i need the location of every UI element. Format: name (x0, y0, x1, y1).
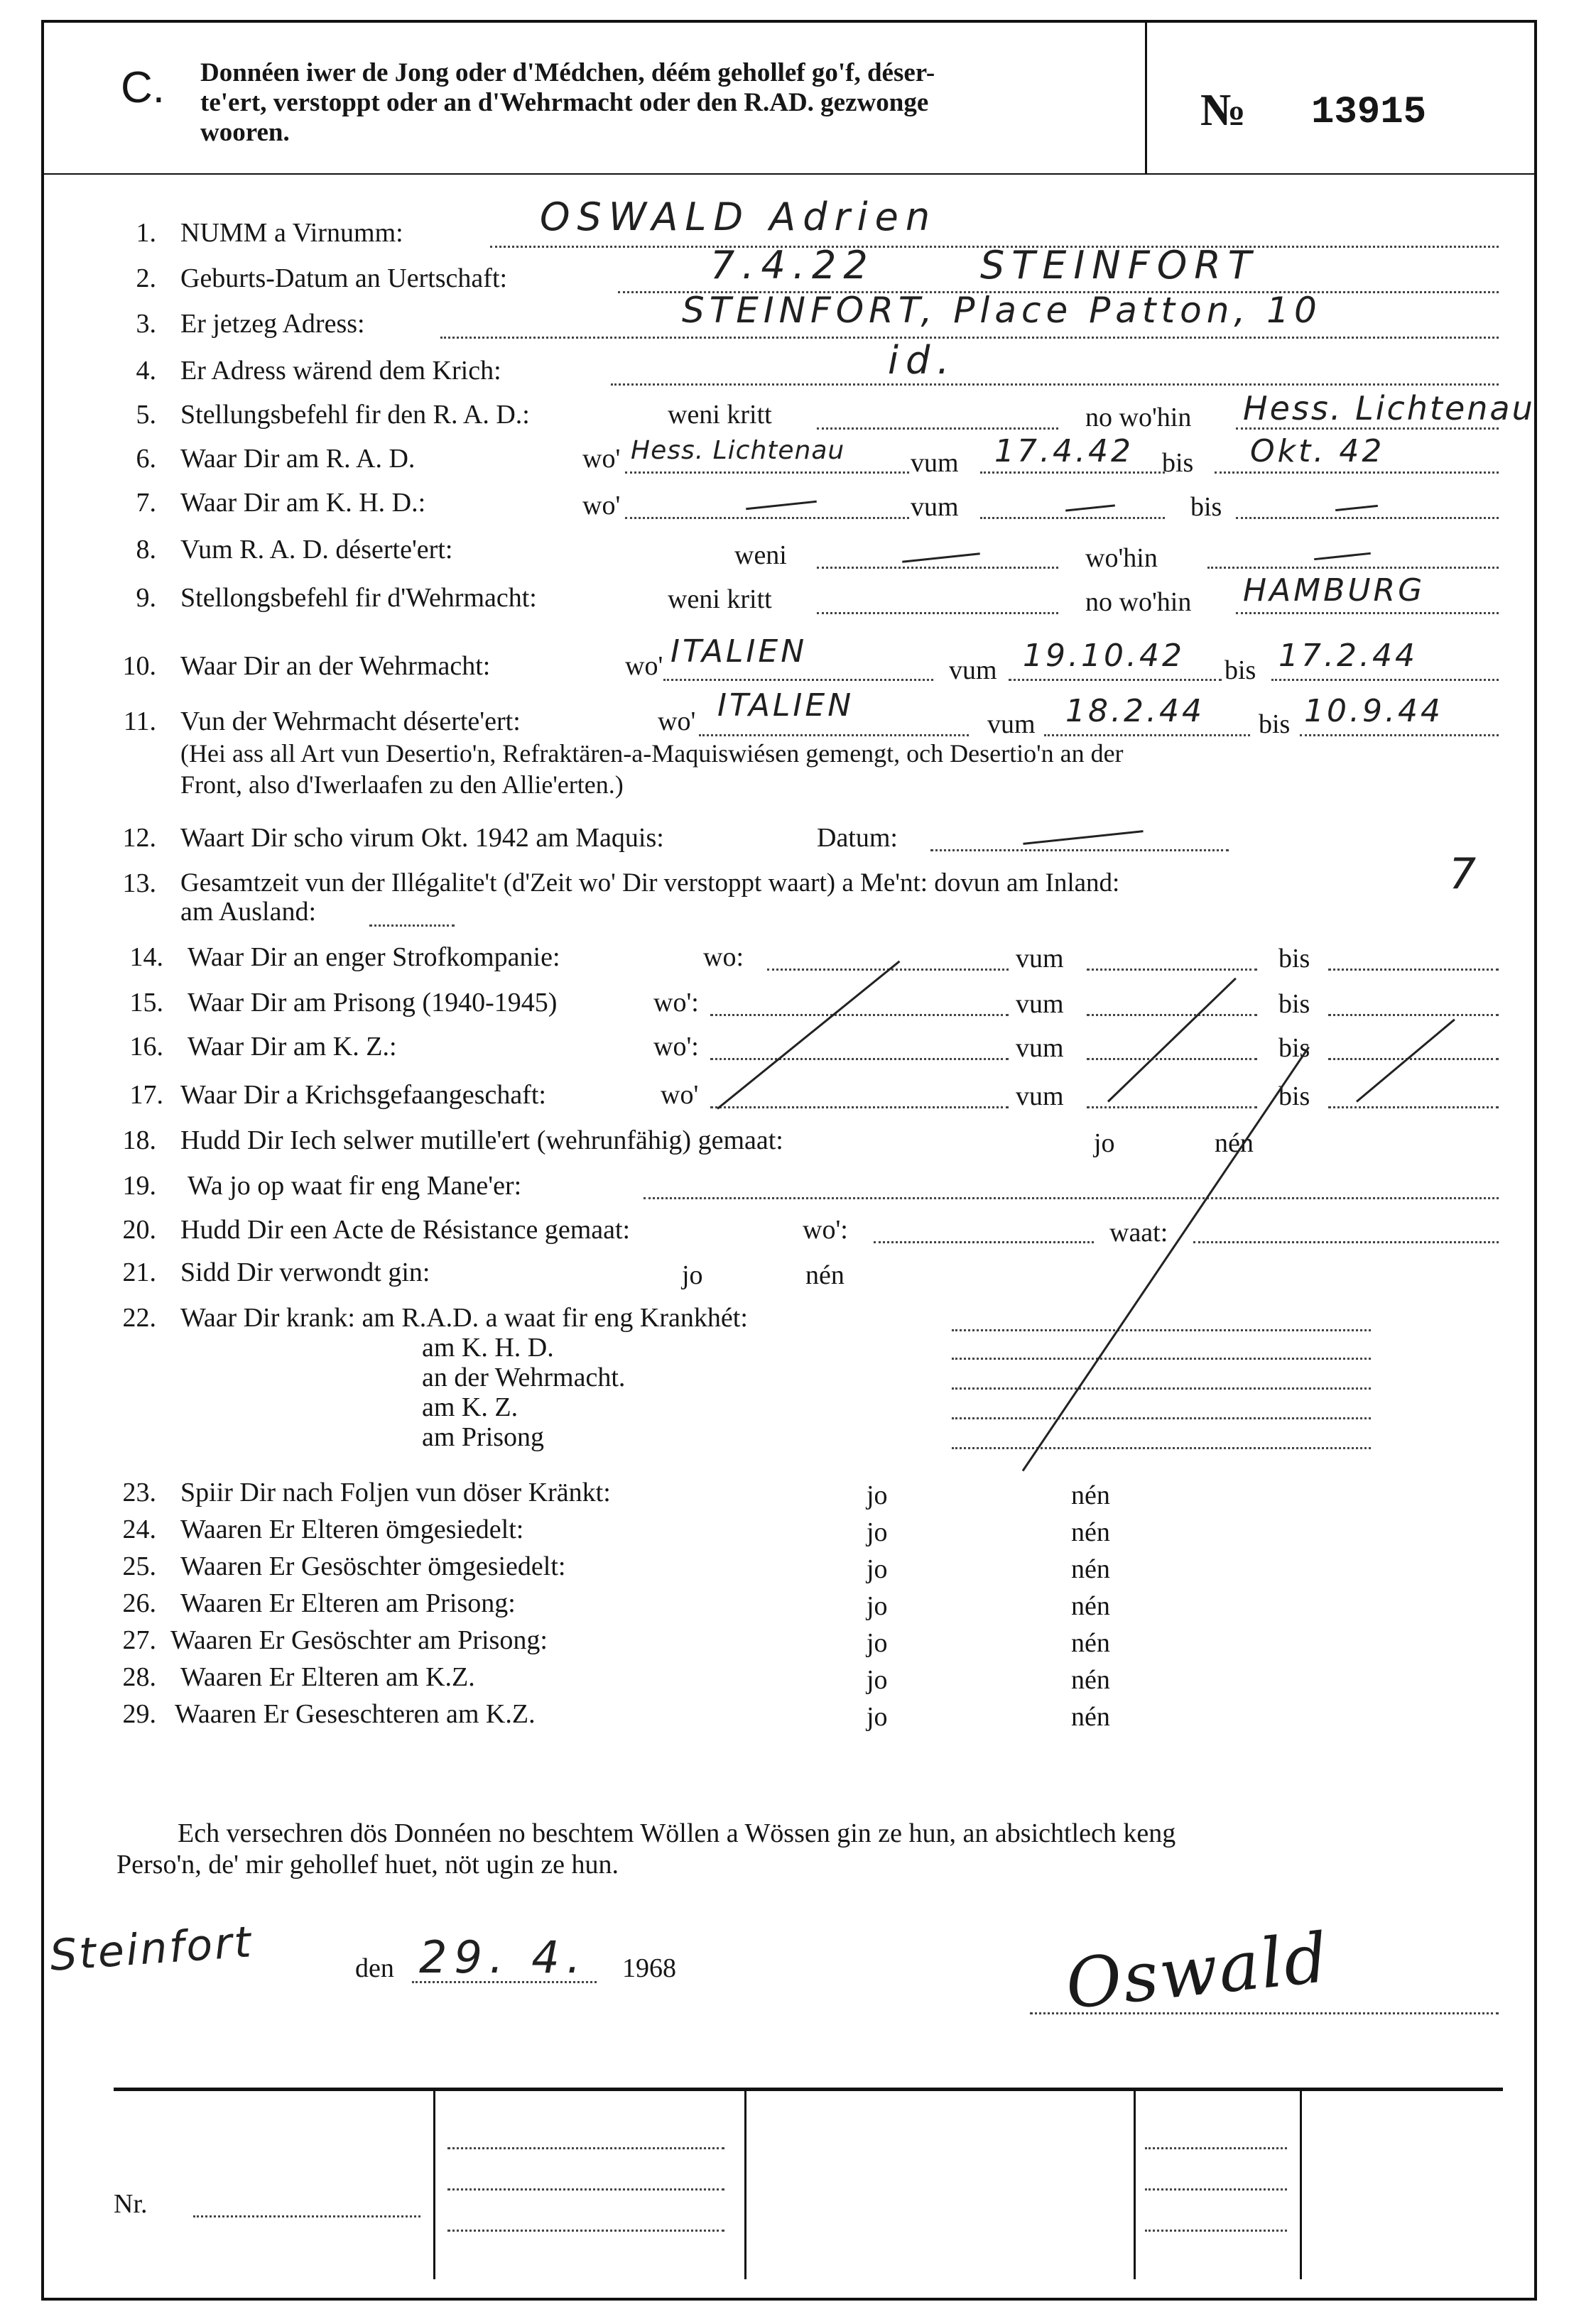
bis-label: bis (1278, 989, 1310, 1019)
row-label: Vum R. A. D. déserte'ert: (180, 535, 453, 564)
row-label: Waar Dir an enger Strofkompanie: (188, 942, 560, 972)
answer-line (699, 734, 969, 736)
handwritten-birth-place: STEINFORT (980, 243, 1259, 288)
signature: Oswald (1062, 1917, 1333, 2025)
vum-label: vum (1016, 1033, 1064, 1063)
footer-line (447, 2230, 724, 2232)
weni-label: weni (734, 540, 787, 570)
answer-line (952, 1447, 1371, 1449)
wo-label: wo': (803, 1215, 848, 1245)
row-number: 3. (136, 309, 156, 339)
row-label: Waar Dir a Krichsgefaangeschaft: (180, 1080, 546, 1110)
row-number: 9. (136, 583, 156, 613)
answer-line (369, 924, 455, 927)
handwritten-wehrmacht-place: ITALIEN (670, 633, 808, 670)
row-number: 2. (136, 263, 156, 293)
bis-label: bis (1190, 492, 1222, 522)
footer-line (447, 2147, 724, 2149)
row-label: Waaren Er Geseschteren am K.Z. (175, 1699, 536, 1729)
jo-option: jo (867, 1480, 888, 1510)
row-label: Spiir Dir nach Foljen vun döser Kränkt: (180, 1478, 611, 1507)
row-number: 25. (122, 1551, 156, 1581)
row-label: Vun der Wehrmacht déserte'ert: (180, 707, 521, 736)
answer-line (611, 383, 1499, 386)
row-number: 20. (122, 1215, 156, 1245)
handwritten-war-address: id. (888, 338, 957, 383)
row-number: 4. (136, 356, 156, 386)
weni-kritt-label: weni kritt (668, 400, 772, 430)
row-label: Waaren Er Elteren ömgesiedelt: (180, 1515, 524, 1544)
answer-line (1009, 679, 1222, 681)
answer-line (1044, 734, 1250, 736)
wo-label: wo' (658, 707, 696, 736)
handwritten-rad-place: Hess. Lichtenau (631, 436, 845, 465)
answer-line (1087, 1058, 1257, 1060)
answer-line (1207, 567, 1499, 569)
handwritten-rad-from: 17.4.42 (994, 433, 1134, 469)
row-note-line-2: Front, also d'Iwerlaafen zu den Allie'erten.) (180, 770, 624, 799)
number-symbol: № (1200, 84, 1247, 135)
row-number: 26. (122, 1588, 156, 1618)
row-label: Gesamtzeit vun der Illégalite't (d'Zeit wo' Dir verstoppt waart) a Me'nt: dovun am Inland: (180, 868, 1120, 898)
header-bottom-rule (41, 173, 1537, 175)
vum-label: vum (1016, 989, 1064, 1019)
answer-line (1236, 612, 1499, 614)
bis-label: bis (1278, 1081, 1310, 1111)
handwritten-desertion-from: 18.2.44 (1065, 693, 1205, 729)
wo-label: wo' (661, 1080, 699, 1110)
answer-line (1236, 517, 1499, 519)
answer-line (1328, 1058, 1499, 1060)
header-divider (1145, 20, 1147, 175)
datum-label: Datum: (817, 823, 898, 853)
jo-option: jo (867, 1628, 888, 1658)
answer-line (952, 1387, 1371, 1390)
footer-column-divider (433, 2089, 435, 2279)
row-number: 18. (122, 1125, 156, 1155)
row-number: 8. (136, 535, 156, 564)
answer-line (952, 1329, 1371, 1331)
row-label: Waaren Er Elteren am K.Z. (180, 1662, 475, 1692)
footer-nr-label: Nr. (114, 2189, 148, 2219)
jo-option: jo (867, 1665, 888, 1695)
bis-label: bis (1259, 709, 1291, 739)
answer-line (817, 427, 1058, 430)
row-number: 13. (122, 868, 156, 898)
row-number: 10. (122, 651, 156, 681)
row-number: 24. (122, 1515, 156, 1544)
wo-label: wo: (703, 942, 744, 972)
row-label: Wa jo op waat fir eng Mane'er: (188, 1171, 522, 1201)
handwritten-wehrmacht-from: 19.10.42 (1023, 638, 1185, 674)
row-label: Waaren Er Elteren am Prisong: (180, 1588, 516, 1618)
waat-label: waat: (1109, 1218, 1168, 1248)
answer-line (817, 612, 1058, 614)
bis-label: bis (1278, 944, 1310, 973)
row-number: 16. (129, 1032, 163, 1062)
answer-line (710, 1014, 1009, 1016)
row-number: 29. (122, 1699, 156, 1729)
bis-label: bis (1225, 655, 1256, 685)
answer-line (710, 1106, 1009, 1108)
row-label: Waar Dir an der Wehrmacht: (180, 651, 491, 681)
answer-line (930, 849, 1229, 851)
header-title-line-2: te'ert, verstoppt oder an d'Wehrmacht oder den R.AD. gezwonge (200, 88, 929, 117)
answer-line (1328, 1014, 1499, 1016)
nen-option: nén (1071, 1628, 1110, 1658)
handwritten-date: 29. 4. (419, 1931, 588, 1983)
answer-line (1215, 471, 1499, 474)
vum-label: vum (1016, 944, 1064, 973)
footer-line (1145, 2230, 1287, 2232)
declaration-line-2: Perso'n, de' mir gehollef huet, nöt ugin ze hun. (116, 1850, 619, 1880)
footer-column-divider (1300, 2089, 1302, 2279)
section-letter: C. (121, 63, 165, 112)
declaration-line-1: Ech versechren dös Donnéen no beschtem Wöllen a Wössen gin ze hun, an absichtlech keng (178, 1818, 1176, 1848)
bis-label: bis (1278, 1033, 1310, 1063)
answer-line (1193, 1241, 1499, 1243)
row-number: 12. (122, 823, 156, 853)
row-number: 22. (122, 1303, 156, 1333)
row-label: Waart Dir scho virum Okt. 1942 am Maquis: (180, 823, 664, 853)
row-label: Hudd Dir een Acte de Résistance gemaat: (180, 1215, 631, 1245)
illness-sub-prisong: am Prisong (422, 1422, 545, 1452)
row-label: Er Adress wärend dem Krich: (180, 356, 501, 386)
handwritten-name: OSWALD Adrien (540, 195, 938, 239)
no-wohin-label: no wo'hin (1085, 587, 1192, 617)
vum-label: vum (911, 448, 959, 478)
jo-option: jo (867, 1517, 888, 1547)
row-label: Er jetzeg Adress: (180, 309, 365, 339)
handwritten-desertion-to: 10.9.44 (1304, 693, 1443, 729)
row-label: Stellongsbefehl fir d'Wehrmacht: (180, 583, 537, 613)
illness-sub-khd: am K. H. D. (422, 1333, 554, 1363)
nen-option: nén (1071, 1702, 1110, 1732)
vum-label: vum (1016, 1081, 1064, 1111)
den-label: den (355, 1953, 394, 1983)
wohin-label: wo'hin (1085, 543, 1158, 573)
row-number: 17. (129, 1080, 163, 1110)
row-number: 14. (129, 942, 163, 972)
row-label: Geburts-Datum an Uertschaft: (180, 263, 508, 293)
header-title-line-1: Donnéen iwer de Jong oder d'Médchen, déém gehollef go'f, déser- (200, 58, 935, 87)
handwritten-place: Steinfort (48, 1917, 255, 1981)
row-label: Waar Dir am K. H. D.: (180, 488, 426, 518)
answer-line (1328, 969, 1499, 971)
answer-line (1087, 969, 1257, 971)
nen-option: nén (1071, 1480, 1110, 1510)
jo-option: jo (867, 1702, 888, 1732)
row-label: Sidd Dir verwondt gin: (180, 1258, 430, 1287)
answer-line (1087, 1014, 1257, 1016)
handwritten-inland-months: 7 (1449, 849, 1484, 899)
row-label: Waaren Er Gesöschter am Prisong: (170, 1625, 548, 1655)
wo-label: wo' (582, 444, 621, 474)
row-label: Waaren Er Gesöschter ömgesiedelt: (180, 1551, 566, 1581)
nen-option: nén (1071, 1591, 1110, 1621)
jo-option: jo (867, 1554, 888, 1584)
answer-line (663, 679, 933, 681)
row-number: 19. (122, 1171, 156, 1201)
answer-line (1300, 734, 1499, 736)
row-number: 27. (122, 1625, 156, 1655)
answer-line (644, 1197, 1499, 1199)
row-label: Stellungsbefehl fir den R. A. D.: (180, 400, 530, 430)
row-label-continued: am Ausland: (180, 897, 317, 927)
handwritten-wehrmacht-destination: HAMBURG (1243, 572, 1426, 609)
jo-option: jo (867, 1591, 888, 1621)
row-number: 1. (136, 218, 156, 248)
answer-line (625, 471, 909, 474)
handwritten-address: STEINFORT, Place Patton, 10 (682, 290, 1322, 331)
handwritten-wehrmacht-to: 17.2.44 (1278, 638, 1418, 674)
row-label: NUMM a Virnumm: (180, 218, 403, 248)
answer-line (625, 517, 909, 519)
footer-line (447, 2188, 724, 2191)
footer-line (1145, 2147, 1287, 2149)
answer-line (440, 337, 1499, 339)
row-number: 15. (129, 988, 163, 1018)
answer-line (980, 471, 1165, 474)
answer-line (1328, 1106, 1499, 1108)
answer-line (1236, 427, 1499, 430)
wo-label: wo' (625, 651, 663, 681)
row-number: 5. (136, 400, 156, 430)
row-note-line-1: (Hei ass all Art vun Desertio'n, Refraktären-a-Maquiswiésen gemengt, och Desertio'n an der (180, 739, 1124, 768)
jo-option: jo (1094, 1128, 1115, 1158)
footer-column-divider (744, 2089, 746, 2279)
nen-option: nén (1071, 1554, 1110, 1584)
year-label: 1968 (622, 1953, 676, 1983)
row-label: Waar Dir krank: am R.A.D. a waat fir eng Krankhét: (180, 1303, 748, 1333)
row-number: 11. (123, 707, 156, 736)
header-title (200, 58, 935, 148)
nen-option: nén (1071, 1665, 1110, 1695)
row-number: 28. (122, 1662, 156, 1692)
row-number: 6. (136, 444, 156, 474)
nen-option: nén (1215, 1128, 1254, 1158)
row-label: Waar Dir am K. Z.: (188, 1032, 397, 1062)
answer-line (952, 1358, 1371, 1360)
answer-line (952, 1417, 1371, 1419)
row-number: 7. (136, 488, 156, 518)
footer-column-divider (1134, 2089, 1136, 2279)
nen-option: nén (1071, 1517, 1110, 1547)
vum-label: vum (987, 709, 1036, 739)
bis-label: bis (1162, 448, 1194, 478)
answer-line (1271, 679, 1499, 681)
footer-nr-line (193, 2215, 420, 2217)
header-title-line-3: wooren. (200, 118, 290, 147)
jo-option: jo (682, 1260, 703, 1290)
row-number: 23. (122, 1478, 156, 1507)
footer-line (1145, 2188, 1287, 2191)
vum-label: vum (949, 655, 997, 685)
answer-line (980, 517, 1165, 519)
handwritten-desertion-place: ITALIEN (717, 687, 854, 724)
no-wohin-label: no wo'hin (1085, 403, 1192, 432)
wo-label: wo': (653, 1032, 699, 1062)
wo-label: wo': (653, 988, 699, 1018)
row-label: Hudd Dir Iech selwer mutille'ert (wehrunfähig) gemaat: (180, 1125, 783, 1155)
form-number: 13915 (1311, 91, 1427, 134)
illness-sub-wehrmacht: an der Wehrmacht. (422, 1363, 626, 1392)
handwritten-rad-destination: Hess. Lichtenau (1243, 389, 1535, 427)
row-number: 21. (122, 1258, 156, 1287)
wo-label: wo' (582, 491, 621, 520)
nen-option: nén (805, 1260, 845, 1290)
answer-line (1087, 1106, 1257, 1108)
row-label: Waar Dir am R. A. D. (180, 444, 416, 474)
vum-label: vum (911, 492, 959, 522)
answer-line (710, 1058, 1009, 1060)
footer-top-rule (114, 2088, 1503, 2091)
illness-sub-kz: am K. Z. (422, 1392, 518, 1422)
answer-line (817, 567, 1058, 569)
handwritten-rad-to: Okt. 42 (1250, 433, 1385, 469)
row-label: Waar Dir am Prisong (1940-1945) (188, 988, 558, 1018)
answer-line (874, 1241, 1094, 1243)
handwritten-birth-date: 7.4.22 (710, 243, 875, 288)
weni-kritt-label: weni kritt (668, 584, 772, 614)
